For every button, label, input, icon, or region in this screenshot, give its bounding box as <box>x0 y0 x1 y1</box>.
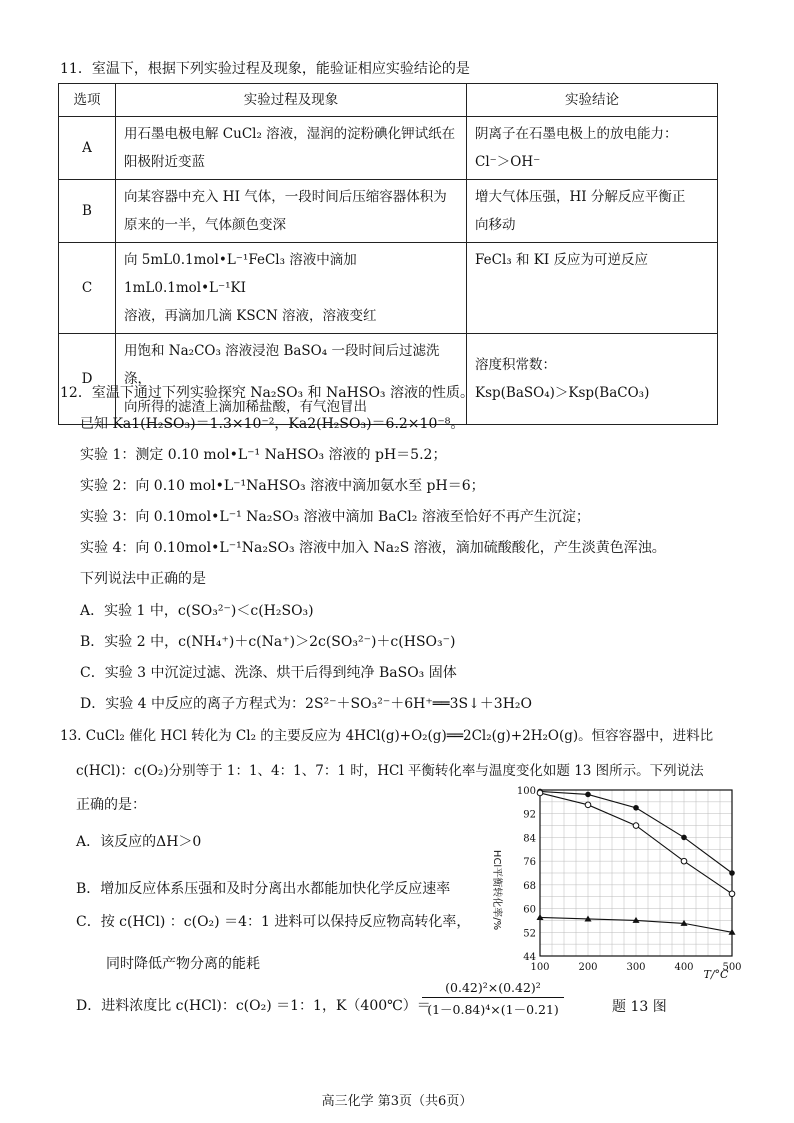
data-point <box>729 891 735 897</box>
conclusion-line: 向移动 <box>475 217 516 233</box>
q13-option-c-line1: C．按 c(HCl) ：c(O₂) ＝4：1 进料可以保持反应物高转化率， <box>76 914 471 930</box>
x-tick-label: 400 <box>674 962 694 973</box>
q12-ask: 下列说法中正确的是 <box>80 571 206 587</box>
q12-stem: 12．室温下通过下列实验探究 Na₂SO₃ 和 NaHSO₃ 溶液的性质。 <box>60 385 474 401</box>
k-fraction <box>422 980 564 1018</box>
row-process <box>116 180 467 243</box>
y-tick-label: 76 <box>523 857 536 869</box>
process-line: 向某容器中充入 HI 气体，一段时间后压缩容器体积为 <box>124 189 447 205</box>
q12-experiment-3: 实验 3：向 0.10mol•L⁻¹ Na₂SO₃ 溶液中滴加 BaCl₂ 溶液至恰好不再产生沉淀； <box>80 509 590 525</box>
table-row <box>59 180 718 243</box>
process-line: 向所得的滤渣上滴加稀盐酸，有气泡冒出 <box>124 399 367 415</box>
q12-option-d: D．实验 4 中反应的离子方程式为：2S²⁻＋SO₃²⁻＋6H⁺══3S↓＋3H₂O <box>80 696 533 712</box>
process-line: 用石墨电极电解 CuCl₂ 溶液，湿润的淀粉碘化钾试纸在 <box>124 126 456 142</box>
conclusion-line: 溶度积常数： <box>475 357 556 373</box>
header-process: 实验过程及现象 <box>116 84 467 117</box>
q13-option-a: A．该反应的ΔH＞0 <box>76 834 202 850</box>
conclusion-line: 阴离子在石墨电极上的放电能力： <box>475 126 678 142</box>
process-line: 阳极附近变蓝 <box>124 154 205 170</box>
data-point <box>729 870 735 876</box>
conclusion-line: Ksp(BaSO₄)＞Ksp(BaCO₃) <box>475 385 650 401</box>
q11-table <box>58 83 718 425</box>
row-option: A <box>59 117 116 180</box>
data-point <box>681 858 687 864</box>
data-point <box>585 802 591 808</box>
q12-option-a: A．实验 1 中，c(SO₃²⁻)＜c(H₂SO₃) <box>80 603 314 619</box>
row-option: C <box>59 243 116 334</box>
page-footer: 高三化学 第3页（共6页） <box>321 1094 473 1109</box>
row-option: B <box>59 180 116 243</box>
conclusion-line: Cl⁻＞OH⁻ <box>475 154 541 170</box>
table-row <box>59 243 718 334</box>
q13-stem-line3: 正确的是： <box>76 797 146 813</box>
q13-stem-line1: 13. CuCl₂ 催化 HCl 转化为 Cl₂ 的主要反应为 4HCl(g)+O₂(g)══2Cl₂(g)+2H₂O(g)。恒容容器中，进料比 <box>60 728 714 744</box>
data-point <box>537 914 544 920</box>
table-header-row <box>59 84 718 117</box>
row-process <box>116 243 467 334</box>
x-axis-label: T/°C <box>703 968 729 980</box>
y-tick-label: 44 <box>523 952 536 963</box>
y-tick-label: 92 <box>523 809 536 821</box>
y-tick-label: 68 <box>523 880 536 892</box>
q13-stem-line2: c(HCl)：c(O₂)分别等于 1：1、4：1、7：1 时，HCl 平衡转化率与温度变化如题 13 图所示。下列说法 <box>76 763 704 779</box>
process-line: 溶液，再滴加几滴 KSCN 溶液，溶液变红 <box>124 308 377 324</box>
q12-given: 已知 Ka1(H₂SO₃)＝1.3×10⁻²，Ka2(H₂SO₃)＝6.2×10⁻⁸。 <box>80 416 465 432</box>
q13-option-b: B．增加反应体系压强和及时分离出水都能加快化学反应速率 <box>76 881 451 897</box>
row-conclusion <box>467 334 718 425</box>
q11-stem: 11．室温下，根据下列实验过程及现象，能验证相应实验结论的是 <box>60 61 470 77</box>
conversion-chart <box>470 780 760 980</box>
chart-grid <box>540 790 732 956</box>
fraction-denominator: (1－0.84)⁴×(1－0.21) <box>427 1002 559 1017</box>
q12-option-b: B．实验 2 中，c(NH₄⁺)＋c(Na⁺)＞2c(SO₃²⁻)＋c(HSO₃⁻) <box>80 634 456 650</box>
q12-experiment-1: 实验 1：测定 0.10 mol•L⁻¹ NaHSO₃ 溶液的 pH＝5.2； <box>80 447 447 463</box>
row-process <box>116 117 467 180</box>
data-point <box>537 790 543 796</box>
fraction-numerator: (0.42)²×(0.42)² <box>422 980 564 998</box>
y-axis-label: HCl平衡转化率/% <box>491 849 502 931</box>
process-line: 原来的一半，气体颜色变深 <box>124 217 286 233</box>
x-tick-label: 500 <box>722 962 742 973</box>
x-tick-label: 100 <box>530 962 550 973</box>
q12-option-c: C．实验 3 中沉淀过滤、洗涤、烘干后得到纯净 BaSO₃ 固体 <box>80 665 457 681</box>
row-option: D <box>59 334 116 425</box>
figure-caption: 题 13 图 <box>612 999 667 1015</box>
process-line: 用饱和 Na₂CO₃ 溶液浸泡 BaSO₄ 一段时间后过滤洗涤， <box>124 343 440 387</box>
data-point <box>633 805 639 811</box>
y-tick-label: 100 <box>516 786 536 797</box>
q12-experiment-2: 实验 2：向 0.10 mol•L⁻¹NaHSO₃ 溶液中滴加氨水至 pH＝6； <box>80 478 485 494</box>
q13-option-c-line2: 同时降低产物分离的能耗 <box>106 956 260 972</box>
table-row <box>59 117 718 180</box>
data-point <box>585 792 591 798</box>
y-tick-label: 84 <box>523 833 536 845</box>
row-conclusion <box>467 117 718 180</box>
table-row <box>59 334 718 425</box>
row-conclusion <box>467 243 718 334</box>
x-tick-label: 200 <box>578 962 598 973</box>
row-conclusion <box>467 180 718 243</box>
q12-experiment-4: 实验 4：向 0.10mol•L⁻¹Na₂SO₃ 溶液中加入 Na₂S 溶液，滴加硫酸酸化，产生淡黄色浑浊。 <box>80 540 666 556</box>
header-conclusion: 实验结论 <box>467 84 718 117</box>
y-tick-label: 52 <box>523 928 536 940</box>
process-line: 向 5mL0.1mol•L⁻¹FeCl₃ 溶液中滴加 1mL0.1mol•L⁻¹KI <box>124 252 357 296</box>
data-point <box>681 835 687 841</box>
conclusion-line: FeCl₃ 和 KI 反应为可逆反应 <box>475 252 648 268</box>
row-process <box>116 334 467 425</box>
conclusion-line: 增大气体压强，HI 分解反应平衡正 <box>475 189 686 205</box>
x-tick-label: 300 <box>626 962 646 973</box>
header-option: 选项 <box>59 84 116 117</box>
q13-option-d: D．进料浓度比 c(HCl)：c(O₂) ＝1：1，K（400℃）＝ <box>76 998 431 1014</box>
data-point <box>633 823 639 829</box>
y-tick-label: 60 <box>523 904 536 916</box>
